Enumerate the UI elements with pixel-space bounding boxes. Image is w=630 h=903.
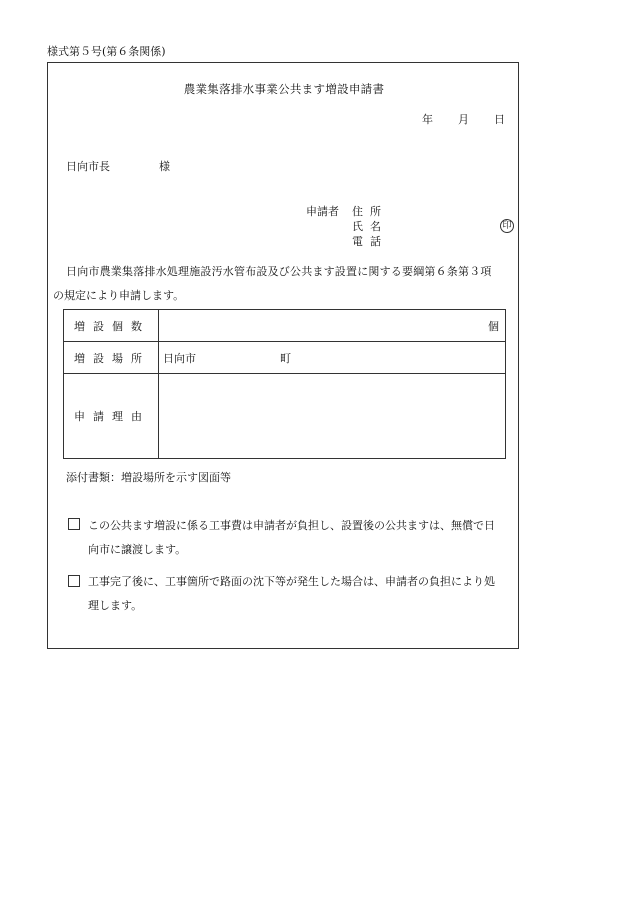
count-field[interactable]	[159, 310, 506, 342]
pledge2-checkbox[interactable]	[68, 575, 80, 587]
reason-field[interactable]	[159, 374, 506, 459]
detail-table	[63, 309, 506, 459]
pledge1-checkbox[interactable]	[68, 518, 80, 530]
phone-label: 電話	[352, 235, 388, 248]
form-number: 様式第５号(第６条関係)	[47, 45, 166, 58]
form-title: 農業集落排水事業公共ます増設申請書	[183, 82, 385, 96]
count-label: 増設個数	[64, 310, 159, 342]
pledge2-text-line2: 理します。	[88, 599, 143, 612]
pledge2-text-line1: 工事完了後に、工事箇所で路面の沈下等が発生した場合は、申請者の負担により処	[88, 575, 495, 588]
date-month-label: 月	[458, 113, 469, 126]
intro-text-line2: の規定により申請します。	[53, 289, 185, 302]
place-city: 日向市	[163, 351, 196, 365]
reason-label: 申請理由	[64, 374, 159, 459]
place-field[interactable]	[159, 342, 506, 374]
date-day-label: 日	[494, 113, 505, 126]
table-row-count	[64, 310, 506, 342]
table-row-reason	[64, 374, 506, 459]
pledge1-text-line1: この公共ます増設に係る工事費は申請者が負担し、設置後の公共ますは、無償で日	[88, 519, 495, 532]
count-unit: 個	[488, 319, 499, 333]
date-year-label: 年	[422, 113, 433, 126]
seal-mark: 印	[500, 219, 514, 233]
pledge1-text-line2: 向市に譲渡します。	[88, 543, 187, 556]
addressee-name: 日向市長	[66, 160, 110, 173]
place-town: 町	[280, 351, 291, 365]
name-label: 氏名	[352, 220, 388, 233]
table-row-place	[64, 342, 506, 374]
application-form	[47, 62, 519, 649]
applicant-label: 申請者	[306, 205, 339, 218]
addressee-honorific: 様	[159, 160, 170, 173]
intro-text-line1: 日向市農業集落排水処理施設汚水管布設及び公共ます設置に関する要綱第６条第３項	[66, 265, 492, 278]
place-label: 増設場所	[64, 342, 159, 374]
address-label: 住所	[352, 205, 388, 218]
attachment-note: 添付書類：増設場所を示す図面等	[66, 471, 231, 484]
